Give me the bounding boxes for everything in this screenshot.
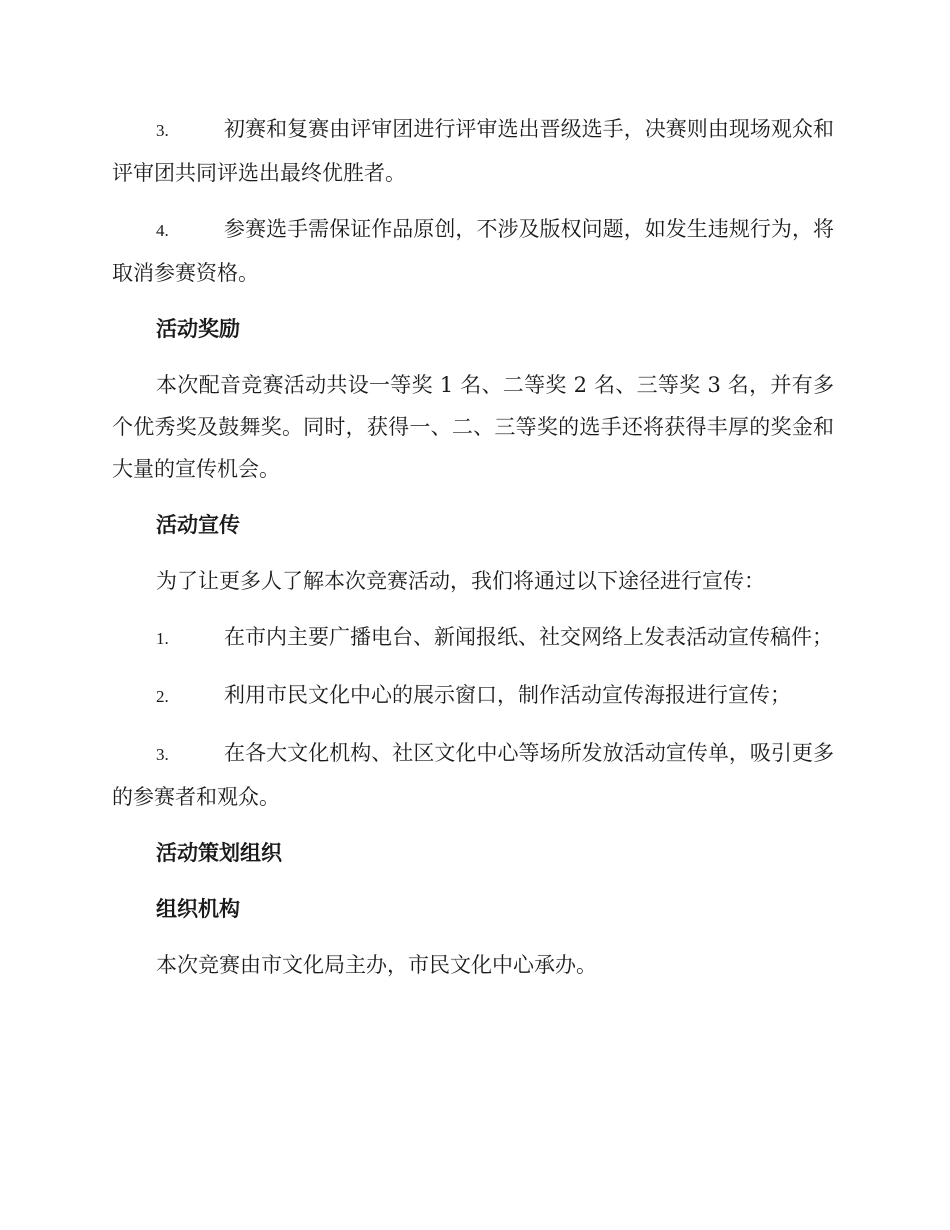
list-item-text: 利用市民文化中心的展示窗口，制作活动宣传海报进行宣传； [224, 683, 791, 707]
list-item-text: 初赛和复赛由评审团进行评审选出晋级选手，决赛则由现场观众和评审团共同评选出最终优胜者。 [112, 117, 834, 185]
document-page [112, 108, 834, 1000]
promotion-item-2 [112, 674, 834, 718]
promotion-item-3 [112, 732, 834, 818]
list-item-text: 参赛选手需保证作品原创，不涉及版权问题，如发生违规行为，将取消参赛资格。 [112, 217, 834, 285]
promotion-intro: 为了让更多人了解本次竞赛活动，我们将通过以下途径进行宣传： [156, 569, 765, 593]
list-item-text: 在各大文化机构、社区文化中心等场所发放活动宣传单，吸引更多的参赛者和观众。 [112, 741, 834, 809]
organization-paragraph: 本次竞赛由市文化局主办，市民文化中心承办。 [156, 953, 597, 977]
organization-heading: 组织机构 [156, 897, 240, 921]
list-number: 3. [156, 745, 169, 764]
list-number: 2. [156, 687, 169, 706]
planning-heading: 活动策划组织 [156, 841, 282, 865]
list-number: 1. [156, 629, 169, 648]
rule-item-4 [112, 208, 834, 294]
promotion-heading: 活动宣传 [156, 513, 240, 537]
awards-paragraph: 本次配音竞赛活动共设一等奖 1 名、二等奖 2 名、三等奖 3 名，并有多个优秀奖及鼓舞奖。同时，获得一、二、三等奖的选手还将获得丰厚的奖金和大量的宣传机会。 [112, 373, 834, 481]
list-number: 4. [156, 221, 169, 240]
list-number: 3. [156, 121, 169, 140]
rule-item-3 [112, 108, 834, 194]
awards-heading: 活动奖励 [156, 317, 240, 341]
list-item-text: 在市内主要广播电台、新闻报纸、社交网络上发表活动宣传稿件； [224, 625, 833, 649]
promotion-item-1 [112, 616, 834, 660]
